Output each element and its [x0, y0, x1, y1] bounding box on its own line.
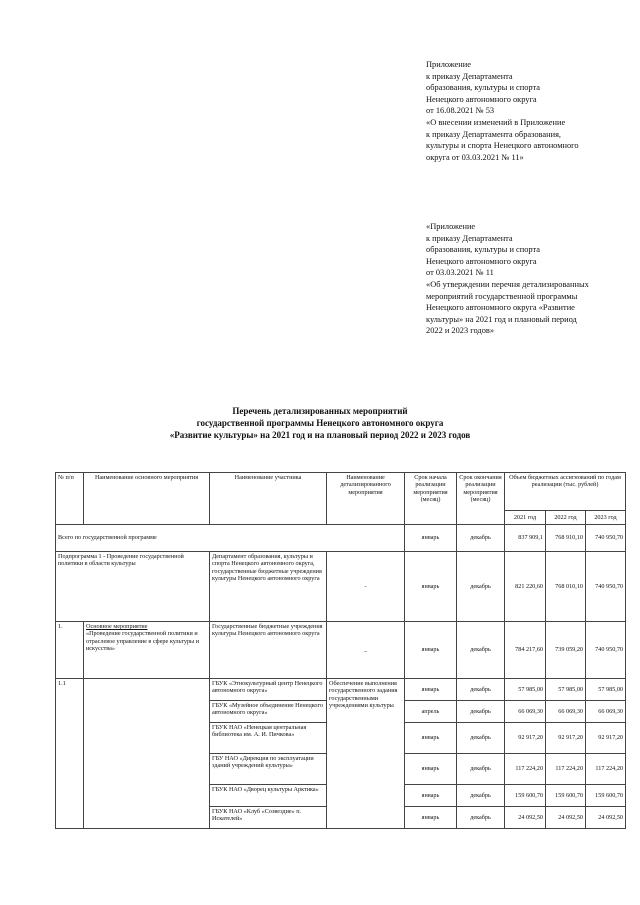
table-row-total [56, 525, 626, 552]
cell-detail: Обеспечение выполнения государственного задания государственными учреждениями культуры [327, 679, 405, 829]
cell-end: декабрь [457, 807, 505, 829]
cell-num: 1. [56, 622, 84, 679]
cell-detail: _ [327, 622, 405, 679]
cell-participant: Государственные бюджетные учреждения культуры Ненецкого автономного округа [210, 622, 327, 679]
cell-2021: 159 600,70 [505, 785, 546, 807]
note-line: Ненецкого автономного округа [426, 256, 537, 266]
note-line: «Об утверждении перечня детализированных [426, 279, 589, 289]
cell-end: декабрь [457, 785, 505, 807]
note-line: от 16.08.2021 № 53 [426, 106, 495, 116]
table-row-subprogram [56, 552, 626, 622]
note-line: Ненецкого автономного округа «Развитие [426, 303, 575, 313]
cell-2023: 159 600,70 [586, 785, 626, 807]
cell-2021: 92 917,20 [505, 723, 546, 754]
note-line: от 03.03.2021 № 11 [426, 268, 494, 278]
note-line: культуры» на 2021 год и плановый период [426, 314, 577, 324]
table-row-activity-1 [56, 622, 626, 679]
cell-2022: 57 985,00 [546, 679, 586, 701]
cell-activity [84, 622, 210, 679]
cell-end: декабрь [457, 701, 505, 723]
activity-body: «Проведение государственной политики и отраслевое управление в сфере культуры и искусства» [86, 630, 200, 653]
order-reference-note [426, 59, 579, 163]
note-line: Приложение [426, 60, 471, 69]
note-line: «О внесении изменений в Приложение [426, 117, 566, 127]
cell-start: апрель [405, 701, 457, 723]
cell-2021: 784 217,60 [505, 622, 546, 679]
header-start: Срок начала реализации мероприятия (месяц) [405, 473, 457, 525]
note-line: Ненецкого автономного округа [426, 94, 537, 104]
cell-start: январь [405, 723, 457, 754]
table-row [56, 679, 626, 701]
header-detail: Наименование детализированного мероприятия [327, 473, 405, 525]
note-line: «Приложение [426, 222, 476, 231]
header-volume: Объем бюджетных ассигнований по годам реализации (тыс. рублей) [505, 473, 626, 511]
total-label: Всего по государственной программе [56, 525, 405, 552]
cell-2022: 92 917,20 [546, 723, 586, 754]
cell-2023: 117 224,20 [586, 754, 626, 785]
header-year-2021: 2021 год [505, 511, 546, 525]
cell-end: декабрь [457, 552, 505, 622]
note-line: 2022 и 2023 годов» [426, 326, 495, 336]
cell-end: декабрь [457, 754, 505, 785]
activity-title: Основное мероприятие [86, 623, 148, 630]
header-year-2022: 2022 год [546, 511, 586, 525]
cell-2022: 739 059,20 [546, 622, 586, 679]
cell-start: январь [405, 622, 457, 679]
cell-start: январь [405, 552, 457, 622]
cell-2021: 66 069,30 [505, 701, 546, 723]
cell-start: январь [405, 679, 457, 701]
cell-num: 1.1 [56, 679, 84, 829]
cell-participant: ГБУК «Музейное объединение Ненецкого автономного округа» [210, 701, 327, 723]
cell-start: январь [405, 807, 457, 829]
document-title [40, 405, 600, 441]
title-line: государственной программы Ненецкого автономного округа [196, 418, 444, 428]
activities-table [55, 472, 626, 829]
cell-2023: 57 985,00 [586, 679, 626, 701]
cell-end: декабрь [457, 679, 505, 701]
cell-participant: ГБУК НАО «Клуб «Созвездие» п. Искателей» [210, 807, 327, 829]
cell-2022: 768 910,10 [546, 525, 586, 552]
header-year-2023: 2023 год [586, 511, 626, 525]
cell-participant: ГБУК «Этнокультурный центр Ненецкого автономного округа» [210, 679, 327, 701]
cell-participant: Департамент образования, культуры и спорта Ненецкого автономного округа, государственные бюджетные учреждения культуры Ненецкого автономного округа [210, 552, 327, 622]
original-order-note [426, 221, 589, 337]
note-line: культуры и спорта Ненецкого автономного [426, 141, 579, 151]
note-line: образования, культуры и спорта [426, 245, 540, 255]
cell-2023: 740 950,70 [586, 552, 626, 622]
cell-2021: 24 092,50 [505, 807, 546, 829]
cell-2023: 24 092,50 [586, 807, 626, 829]
header-participant: Наименование участника [210, 473, 327, 525]
note-line: образования, культуры и спорта [426, 83, 540, 93]
header-end: Срок окончания реализации мероприятия (месяц) [457, 473, 505, 525]
cell-end: декабрь [457, 525, 505, 552]
cell-2023: 66 069,30 [586, 701, 626, 723]
cell-2022: 24 092,50 [546, 807, 586, 829]
cell-start: январь [405, 525, 457, 552]
cell-participant: ГБУК НАО «Дворец культуры Арктика» [210, 785, 327, 807]
cell-end: декабрь [457, 622, 505, 679]
cell-2023: 740 950,70 [586, 525, 626, 552]
note-line: к приказу Департамента [426, 233, 513, 243]
cell-2021: 117 224,20 [505, 754, 546, 785]
cell-participant: ГБУК НАО «Ненецкая центральная библиотека им. А. И. Пичкова» [210, 723, 327, 754]
cell-2021: 837 909,1 [505, 525, 546, 552]
note-line: к приказу Департамента [426, 71, 513, 81]
cell-participant: ГБУ НАО «Дирекция по эксплуатации зданий учреждений культуры» [210, 754, 327, 785]
cell-2023: 92 917,20 [586, 723, 626, 754]
header-activity: Наименование основного мероприятия [84, 473, 210, 525]
header-num: № п/п [56, 473, 84, 525]
note-line: к приказу Департамента образования, [426, 129, 562, 139]
title-line: Перечень детализированных мероприятий [232, 406, 408, 416]
subprogram-label: Подпрограмма 1 - Проведение государственной политики в области культуры [56, 552, 210, 622]
cell-2022: 159 600,70 [546, 785, 586, 807]
title-line: «Развитие культуры» на 2021 год и на плановый период 2022 и 2023 годов [169, 430, 471, 440]
note-line: округа от 03.03.2021 № 11» [426, 152, 524, 162]
table-header-row [56, 473, 626, 511]
cell-2022: 66 069,30 [546, 701, 586, 723]
cell-end: декабрь [457, 723, 505, 754]
cell-2022: 117 224,20 [546, 754, 586, 785]
cell-start: январь [405, 754, 457, 785]
cell-2021: 57 985,00 [505, 679, 546, 701]
cell-detail: - [327, 552, 405, 622]
note-line: мероприятий государственной программы [426, 291, 578, 301]
cell-2022: 768 010,10 [546, 552, 586, 622]
cell-2023: 740 950,70 [586, 622, 626, 679]
cell-start: январь [405, 785, 457, 807]
cell-2021: 821 220,60 [505, 552, 546, 622]
cell-activity [84, 679, 210, 829]
